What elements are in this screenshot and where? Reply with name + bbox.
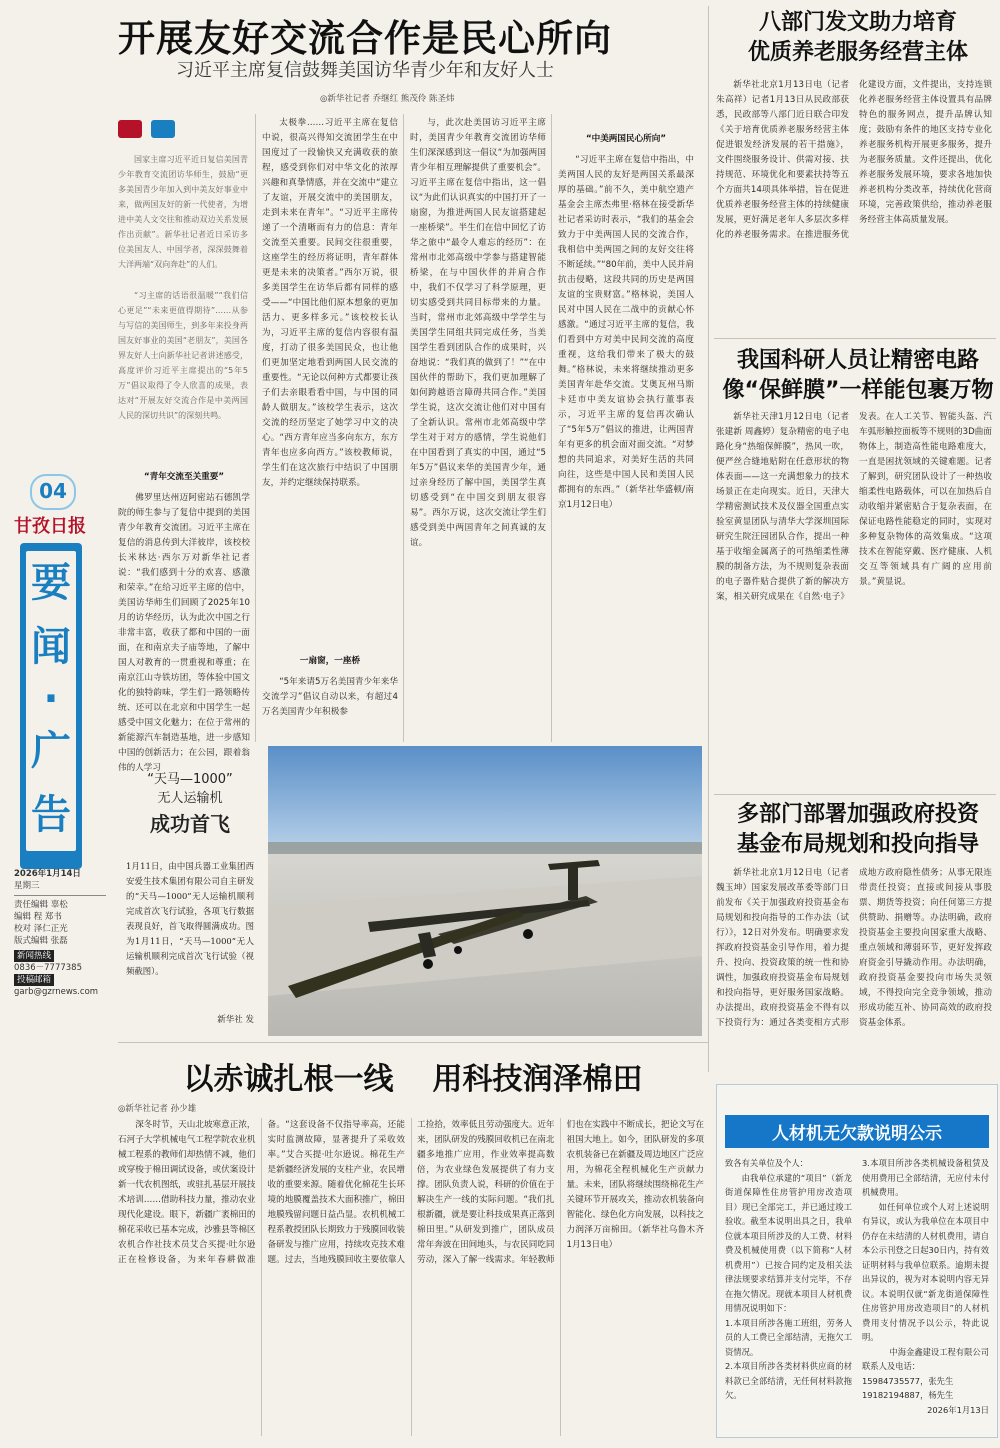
caption-title-1: “天马—1000” — [147, 772, 233, 787]
notice-body — [725, 1156, 989, 1448]
lead-subhead-2: 一扇窗，一座桥 — [299, 656, 361, 666]
notice-contact: 联系人及电话： — [862, 1361, 921, 1371]
right2-body-text: 新华社天津1月12日电（记者 张建新 周鑫婷）复杂精密的电子电路化身“热缩保鲜膜”，热风一吹，便严丝合缝地贴附在任意形状的物体表面——这一充满想象力的技术场景正在走向现实。近日，天津大学精密测试技术及仪器全国重点实验室黄显团队与清华大学深圳国际研究生院汪园团队合作，提出一种基于收缩金属离子的可热缩柔性薄膜的制备方法，为不规则复杂表面的电子器件贴合提供了新的解决方案，相关研究成果在《自然·电子》发表。在人工关节、智能头盔、汽车弧形触控面板等不规则的3D曲面物体上，制造高性能电路难度大，一直是困扰领域的关键难题。记者了解到，研究团队设计了一种热收缩柔性电路载体，可以在加热后自动收缩并紧密贴合于复杂表面，在保证电路性能稳定的同时，实现对多种复杂物体的高效集成。“这项技术在智能穿戴、医疗健康、人机交互等领域具有广阔的应用前景。”黄显说。 — [716, 412, 992, 602]
notice-greeting: 致各有关单位及个人： — [725, 1158, 808, 1168]
speech-bubble-blue-icon — [151, 120, 175, 138]
lead-col-3 — [410, 116, 546, 742]
issue-weekday: 星期三 — [14, 881, 40, 891]
right1-body-text: 新华社北京1月13日电（记者 朱高祥）记者1月13日从民政部获悉，民政部等八部门近日联合印发《关于培育优质养老服务经营主体 促进银发经济发展的若干措施》，文件围绕服务设计、供需对接、扶持规范、环境优化和要素扶持等五个方面共14项具体举措，旨在促进优质养老服务经营主体的持续健康发展，更好满足老年人多层次多样化的养老服务需求。在推进服务优化建设方面，文件提出，支持连锁化养老服务经营主体设置具有品牌特色的服务网点，提升品牌认知度；鼓励有条件的地区支持专业化养老服务机构开展更多服务，提升为老服务质量。文件还提出，优化养老服务发展环境，要求各地加快养老机构分类改革，持续优化营商环境，完善政策供给，推动养老服务经营主体高质量发展。 — [716, 80, 992, 240]
notice-phone-1: 15984735577，张先生 — [862, 1375, 954, 1386]
section-char-3: · — [43, 676, 59, 722]
right1-title — [716, 8, 1000, 68]
editor-3: 校对 泽仁正光 — [14, 924, 68, 934]
notice-box — [716, 1084, 998, 1438]
bottom-title-part1: 以赤诚扎根一线 — [183, 1062, 394, 1097]
editor-2: 编辑 程 郑书 — [14, 912, 62, 922]
caption-title-2: 无人运输机 — [157, 791, 223, 806]
right3-title-line1: 多部门部署加强政府投资 — [736, 802, 979, 827]
page-number: 04 — [39, 479, 67, 503]
page-number-badge — [30, 474, 76, 510]
lead-subtitle: 习近平主席复信鼓舞美国访华青少年和友好人士 — [176, 60, 554, 81]
notice-title: 人材机无欠款说明公示 — [725, 1115, 989, 1148]
bottom-byline: ◎新华社记者 孙少雄 — [118, 1104, 197, 1114]
lead-subhead-1: “青年交流至关重要” — [143, 472, 225, 482]
section-char-5: 告 — [31, 792, 71, 838]
hotline-label: 新闻热线 — [14, 950, 54, 962]
section-char-4: 广 — [31, 728, 71, 774]
bottom-title-part2: 用科技润泽棉田 — [432, 1062, 643, 1097]
right1-body — [716, 78, 992, 332]
notice-body2: 如任何单位或个人对上述说明有异议，或认为我单位在本项目中仍存在未结清的人材机费用，请自本公示刊登之日起30日内，持有效证明材料与我单位联系。逾期未提出异议的，视为对本说明内容无异议。本说明仅就“新龙街道保障性住房管护用房改造项目”的人材机费用支付情况予以公示，特此说明。 — [862, 1201, 989, 1342]
photo-caption — [126, 768, 254, 1025]
right3-body — [716, 866, 992, 1076]
paper-name-text: 甘孜日报 — [14, 516, 86, 537]
section-char-1: 要 — [31, 560, 71, 606]
right3-title-line2: 基金布局规划和投向指导 — [736, 832, 979, 857]
lead-sidebar-intro — [118, 152, 248, 284]
lead-col-2b-text: “5年来请5万名美国青少年来华交流学习”倡议自动以来，有超过4万名美国青少年积极参 — [262, 677, 398, 717]
section-label — [20, 543, 82, 869]
lead-col-2-text: 太极拳……习近平主席在复信中说，很高兴得知交流团学生在中国度过了一段愉快又充满收获的旅程，感受到你们对中华文化的浓厚兴趣和真挚情感，并在交流中“建立了友谊，开展交流中的美国朋友，走到未来在青年”。“习近平主席传递了一个清晰而有力的信息：青年交流至关重要。民间交往很重要，这座学生的经历将证明，青年群体更是未来的决策者。”西尔万说，很多美国学生在访华后都有同样的感受——“中国比他们原本想象的更加活力、更多样多元。”该校校长认为，习近平主席的复信内容很有温度，打动了很多美国民众，也让他们更加坚定地看到两国人民交流的重要性。“无论以何种方式都要让孩子们去亲眼看看中国，与中国的同龄人做朋友。”该校学生表示，这次交流的经历坚定了她学习中文的决心。“西方青年应当多向东方，东方青年也应多向西方。”该校教师说，学生们在这次旅行中结识了中国朋友，并约定继续保持联系。 — [262, 118, 398, 488]
email-label: 投稿邮箱 — [14, 974, 54, 986]
sidebar-quote-text: “习主席的话语很温暖”“我们信心更足”“未来更值得期待”……从参与写信的美国师生，到多年来投身两国友好事业的美国“老朋友”，美国各界友好人士向新华社记者讲述感受，高度评价习近平主席提出的“5年5万”倡议取得了令人欣喜的成果，表达对“开展友好交流合作是中美两国人民的深切共识”的深刻共鸣。 — [118, 291, 248, 420]
lead-col-4 — [558, 116, 694, 742]
speech-bubble-red-icon — [118, 120, 142, 138]
lead-col-1 — [118, 470, 250, 773]
sidebar-intro-text: 国家主席习近平近日复信美国青少年教育交流团访华师生，鼓励“更多美国青少年加入到中美友好事业中来，做两国友好的新一代使者，为增进中美人文交往和推动双边关系发展作出贡献”。新华社记者近日采访多位美国友人、中国学者，深深鼓舞着大洋两端“双向奔赴”的人们。 — [118, 155, 248, 269]
section-char-2: 闻 — [31, 624, 71, 670]
editor-4: 版式编辑 张磊 — [14, 936, 68, 946]
lead-icons — [118, 120, 175, 142]
right1-title-line1: 八部门发文助力培育 — [758, 10, 957, 35]
bottom-body-text: 深冬时节，天山北坡寒意正浓，石河子大学机械电气工程学院农业机械工程系的教师们却热情不减，他们或穿梭于棉田调试设备，或伏案设计新一代农机图纸，或驻扎基层开展技术培训……借助科技力量，推动农业现代化建设。眼下，新疆广袤棉田的棉花采收已基本完成，沙雅县等棉区农机合作社技术员艾合买提·吐尔逊正在检修设备，为来年春耕做准备。“这套设备不仅指导率高，还能实时监测故障，显著提升了采收效率。”艾合买提·吐尔逊说。棉花生产是新疆经济发展的支柱产业，农民增收的重要来源。随着优化棉花生长环境的地膜覆盖技术大面积推广，棉田地膜残留问题日益凸显。农机机械工程系教授团队长期致力于残膜回收装备研发与推广应用，持续攻克技术难题。过去，当地残膜回收主要依靠人工捡拾，效率低且劳动强度大。近年来，团队研发的残膜回收机已在南北疆多地推广应用，作业效率提高数倍，为农业绿色发展提供了有力支撑。团队负责人说，科研的价值在于解决生产一线的实际问题。“我们扎根新疆，就是要让科技成果真正落到棉田里。”从研发到推广，团队成员常年奔波在田间地头，与农民同吃同劳动，深入了解一线需求。年轻教师们也在实践中不断成长，把论文写在祖国大地上。如今，团队研发的多项农机装备已在新疆及周边地区广泛应用，为棉花全程机械化生产贡献力量。未来，团队将继续围绕棉花生产关键环节开展攻关，推动农机装备向智能化、绿色化方向发展，以科技之力润泽万亩棉田。（新华社乌鲁木齐1月13日电） — [118, 1120, 705, 1265]
right2-title-line2: 像“保鲜膜”一样能包裹万物 — [722, 378, 994, 403]
notice-item-3: 3.本项目所涉各类机械设备租赁及使用费用已全部结清，无应付未付机械费用。 — [862, 1158, 989, 1197]
photo-credit: 新华社 发 — [217, 1015, 254, 1025]
bottom-body — [118, 1118, 704, 1436]
lead-col-3-text: 与，此次赴美国访习近平主席时，美国青少年教育交流团访华师生们深深感到这一倡议“为加强两国青少年相互理解提供了重要机会”。习近平主席在复信中指出，这一倡议“为此们认识真实的中国打开了一扇窗，为推进两国人民友谊搭建起一座桥梁”。半生们在信中回忆了访华之旅中“最令人难忘的经历”：在常州市北郊高级中学参与搭建智能桥梁，在与中国伙伴的并肩合作中，我们不仅学习了科学原理，更切实感受到共同目标带来的力量。当时，常州市北郊高级中学学生与美国学生同组共同完成任务，当美国学生看到团队合作的成果时，兴奋地说：“我们真的做到了！”“在中国伙伴的帮助下，我们更加理解了如何跨越语言障碍共同合作。”美国学生说，这次交流让他们对中国有了全新认识。常州市北郊高级中学学生对于对方的感情，学生说他们在中国看到了真实的中国，通过“5年5万”倡议来华的美国青少年，通过亲身经历了解中国，美国学生真切感受到“在中国交到朋友很容易”。西尔万说，这次交流让学生们感受到美中两国青年之间真诚的友谊。 — [410, 118, 546, 548]
lead-col-2 — [262, 116, 398, 742]
notice-body1: 由我单位承建的“项目”（新龙街道保障性住房管护用房改造项目）现已全部完工，并已通过竣工验收。截至本说明出具之日，我单位就本项目所涉及的人工费、材料费及机械使用费（以下简称“人材机费用”）已按合同约定及相关法律法规要求结算并支付完毕，不存在拖欠情况。现就本项目人材机费用情况说明如下： — [725, 1172, 852, 1313]
caption-body: 1月11日，由中国兵器工业集团西安爱生技术集团有限公司自主研发的“天马—1000”无人运输机顺利完成首次飞行试验，各项飞行数据表现良好，首飞取得圆满成功。图为1月11日，“天马—1000”无人运输机顺利完成首次飞行试验（视频截图）。 — [126, 861, 254, 976]
caption-title-3: 成功首飞 — [150, 812, 230, 836]
lead-col-1-text: 佛罗里达州迈阿密站石德凯学院的师生参与了复信中提到的美国青少年教育交流团。习近平主席在复信的消息传到大洋彼岸，该校校长米林达·西尔万对新华社记者说：“我们感到十分的欢喜、感激和荣幸。”在给习近平主席的信中，美国访华师生们回顾了2025年10月的访华经历，认为此次中国之行非常丰富，收获了都和中国的一面面，在和南京夫子庙等地，了解中国人对教育的一贯重视和尊重；在南京江山寺铁坊团，等体验中国文化的独特韵味，学生们一路领略传统、还可以在北京和中国学生一起感受中国文化魅力；在位于常州的新能源汽车制造基地，进一步感知中国的创新活力；在公园，跟着翁伟的人学习 — [118, 493, 250, 773]
notice-date: 2026年1月13日 — [927, 1404, 989, 1415]
notice-company: 中海金鑫建设工程有限公司 — [889, 1346, 989, 1357]
bottom-title — [118, 1054, 708, 1098]
drone-photo — [268, 746, 702, 1036]
paper-name — [14, 512, 104, 538]
right2-title-line1: 我国科研人员让精密电路 — [736, 348, 979, 373]
lead-byline: ◎新华社记者 乔继红 熊茂伶 陈圣炜 — [320, 94, 455, 104]
notice-item-2: 2.本项目所涉各类材料供应商的材料款已全部结清，无任何材料款拖欠。 — [725, 1361, 852, 1400]
notice-item-1: 1.本项目所涉各施工班组，劳务人员的人工费已全部结清，无拖欠工资情况。 — [725, 1317, 852, 1357]
lead-subhead-3: “中美两国民心所向” — [585, 134, 667, 144]
photo-block — [118, 746, 702, 1036]
masthead-info — [14, 868, 106, 998]
right2-body — [716, 410, 992, 790]
lead-col-4-text: “习近平主席在复信中指出，中美两国人民的友好是两国关系最深厚的基础。”前不久，美中航空遗产基金会主席杰弗里·格林在接受新华社记者采访时表示，“我们的基金会致力于中美两国人民的交流合作，我相信中美两国之间的友好交往将不断延续。”“80年前，美中人民并肩抗击侵略，这段共同的历史是两国友谊的宝贵财富。”格林说，美国人民对中国人民在二战中的贡献心怀感激。“通过习近平主席的复信，我们看到中方对美中民间交流的高度重视，这给我们带来了极大的鼓舞。”格林说，未来将继续推动更多美国青年赴华交流。艾奥瓦州马斯卡廷市中美友谊协会执行董事表示，习近平主席的复信再次确认了“5年5万”倡议的推进，让两国青年有更多的机会面对面交流。“对梦想的共同追求，对美好生活的共同向往，这些是中国人民和美国人民都拥有的东西。”（新华社华盛顿/南京1月12日电） — [558, 155, 694, 510]
issue-date: 2026年1月14日 — [14, 869, 81, 879]
lead-sidebar-quote — [118, 288, 248, 446]
hotline-phone: 0836－7777385 — [14, 963, 82, 973]
notice-phone-2: 19182194887，杨先生 — [862, 1390, 954, 1400]
right2-title — [716, 346, 1000, 406]
editor-1: 责任编辑 辜松 — [14, 900, 68, 910]
right3-title — [716, 800, 1000, 860]
lead-title: 开展友好交流合作是民心所向 — [118, 17, 612, 60]
email-address: garb@gzrnews.com — [14, 987, 99, 997]
right3-body-text: 新华社北京1月12日电（记者 魏玉坤）国家发展改革委等部门日前发布《关于加强政府投资基金布局规划和投向指导的工作办法（试行）》，12日对外发布。明确要求发挥政府投资基金引导作用，着力提升、投向、投资政策的统一性和协调性，加强政府投资基金布局规划和投向指导，更好服务国家战略。办法提出，政府投资基金不得有以下投资行为：通过各类变相方式形成地方政府隐性债务；从事无限连带责任投资；直接或间接从事股票、期货等投资；向任何第三方提供赞助、捐赠等。办法明确，政府投资基金主要投向国家重大战略、重点领域和薄弱环节，更好发挥政府资金引导撬动作用。办法明确，政府投资基金要投向市场失灵领域，不得投向完全竞争领域，推动形成功能互补、协同高效的政府投资基金体系。 — [716, 868, 992, 1028]
right1-title-line2: 优质养老服务经营主体 — [747, 40, 968, 65]
